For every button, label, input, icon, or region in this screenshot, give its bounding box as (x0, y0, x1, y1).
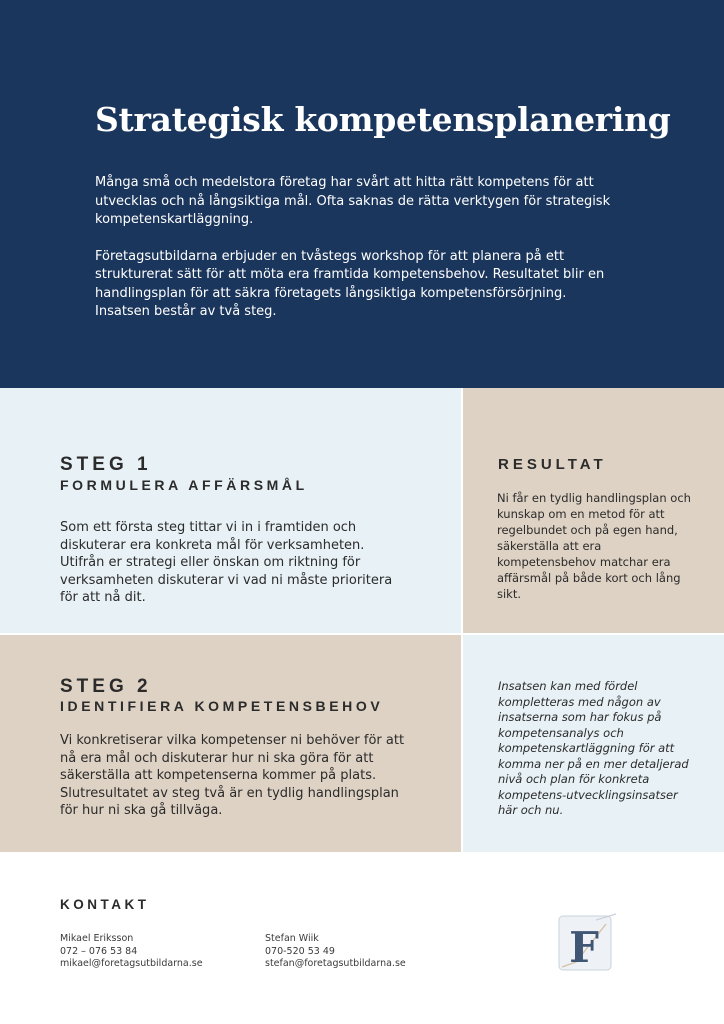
vertical-divider (461, 388, 463, 852)
step1-title: FORMULERA AFFÄRSMÅL (60, 477, 308, 493)
logo-letter: F (569, 923, 599, 972)
contact-email[interactable]: mikael@foretagsutbildarna.se (60, 958, 203, 969)
result-heading: RESULTAT (498, 456, 607, 473)
contact-phone[interactable]: 072 – 076 53 84 (60, 945, 138, 957)
step2-title: IDENTIFIERA KOMPETENSBEHOV (60, 698, 384, 714)
horizontal-divider (0, 633, 724, 635)
intro-paragraph-2: Företagsutbildarna erbjuder en tvåstegs workshop för att planera på ett strukturerat sätt för att möta era framtida kompetensbehov. Resultatet blir en handlingsplan för att säkra företagets långsiktiga kompetensförsörjning. Insatsen består av två steg. (95, 248, 605, 319)
step1-body: Som ett första steg tittar vi in i framtiden och diskuterar era konkreta mål för verksamheten. Utifrån er strategi eller önskan om riktning för verksamheten diskuterar vi vad ni måste prioritera för att nå dit. (60, 520, 393, 605)
contact-name: Mikael Eriksson (60, 933, 134, 944)
contact-name: Stefan Wiik (265, 933, 319, 944)
page-title: Strategisk kompetensplanering (95, 100, 671, 139)
contact-phone[interactable]: 070-520 53 49 (265, 945, 335, 957)
step2-body: Vi konkretiserar vilka kompetenser ni behöver för att nå era mål och diskuterar hur ni ska göra för att säkerställa att kompetenserna kommer på plats. Slutresultatet av steg två är en tydlig handlingsplan för hur ni ska gå tillväga. (60, 733, 405, 818)
contact-heading: KONTAKT (60, 897, 150, 912)
step1-number: STEG 1 (60, 454, 152, 475)
header-section (0, 0, 724, 388)
step2-number: STEG 2 (60, 676, 152, 697)
note-body: Insatsen kan med fördel kompletteras med någon av insatserna som har fokus på kompetensanalys och kompetenskartläggning för att komma ner på en mer detaljerad nivå och plan för konkreta kompetens-utvecklingsinsatser här och nu. (498, 679, 689, 817)
result-body: Ni får en tydlig handlingsplan och kunskap om en metod för att regelbundet och på egen hand, säkerställa att era kompetensbehov matchar era affärsmål på både kort och lång sikt. (497, 491, 691, 601)
contact-person-2 (265, 933, 406, 971)
intro-paragraph-1: Många små och medelstora företag har svårt att hitta rätt kompetens för att utvecklas och nå långsiktiga mål. Ofta saknas de rätta verktygen för strategisk kompetenskartläggning. (95, 175, 611, 227)
contact-email[interactable]: stefan@foretagsutbildarna.se (265, 958, 406, 969)
intro-text (95, 174, 625, 340)
company-logo-icon (556, 912, 618, 974)
contact-person-1 (60, 933, 203, 971)
